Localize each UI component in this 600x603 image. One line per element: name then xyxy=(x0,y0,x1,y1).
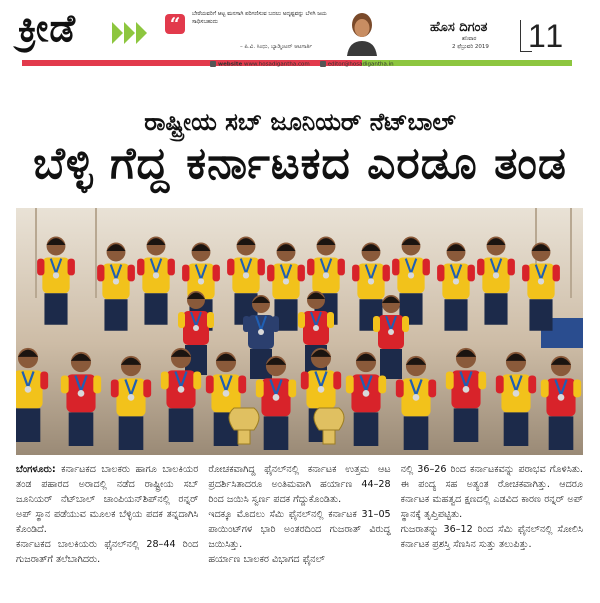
chevron-arrows-icon xyxy=(112,22,147,44)
paragraph: ನಲ್ಲಿ 36–26 ರಿಂದ ಕರ್ನಾಟಕವನ್ನು ಪರಾಭವ ಗೊಳಿಸಿತು. ಈ ಪಂದ್ಯ ಸಹ ಅತ್ಯಂತ ರೋಚಕವಾಗಿತ್ತು. ಆದರೂ ಕರ್ನಾಟಕ ಮಹತ್ವದ ಕ್ಷಣದಲ್ಲಿ ಎಡವಿದ ಕಾರಣ ರನ್ನರ್ ಅಪ್ ಸ್ಥಾನಕ್ಕೆ ತೃಪ್ತಿಪಟ್ಟಿತು. xyxy=(400,464,583,520)
quote-author: – ಪಿ.ವಿ. ಸಿಂಧು, ಬ್ಯಾಡ್ಮಿಂಟನ್ ಆಟಗಾರ್ತಿ xyxy=(240,44,313,50)
quote-icon: “ xyxy=(165,14,185,34)
article-kicker: ರಾಷ್ಟ್ರೀಯ ಸಬ್ ಜೂನಿಯರ್ ನೆಟ್‌ಬಾಲ್ xyxy=(144,108,456,136)
paragraph: ರೋಚಕವಾಗಿದ್ದ ಫೈನಲ್‌ನಲ್ಲಿ ಕರ್ನಾಟಕ ಉತ್ತಮ ಆಟ ಪ್ರದರ್ಶಿಸಿತಾದರೂ ಅಂತಿಮವಾಗಿ ಹರ್ಯಾಣ 44–28 ರಿಂದ ಜಯಿಸಿ ಸ್ವರ್ಣ ಪದಕ ಗೆದ್ದುಕೊಂಡಿತು. xyxy=(208,464,391,505)
email-link[interactable]: editor@hosadigantha.in xyxy=(320,61,394,68)
globe-icon xyxy=(210,61,216,67)
paragraph: ಇದಕ್ಕೂ ಮೊದಲು ಸೆಮಿ ಫೈನಲ್‌ನಲ್ಲಿ ಕರ್ನಾಟಕ 31–05 ಪಾಯಿಂಟ್‌ಗಳ ಭಾರಿ ಅಂತರದಿಂದ ಗುಜರಾತ್ ವಿರುದ್ಧ ಜಯಿಸಿತ್ತು. xyxy=(208,509,391,550)
article-column-3 xyxy=(401,462,583,600)
paragraph: ಹರ್ಯಾಣ ಬಾಲಕರ ವಿಭಾಗದ ಫೈನಲ್ xyxy=(208,554,325,565)
issue-date: 2 ಫೆಬ್ರುವರಿ 2019 xyxy=(452,44,489,50)
section-title: ಕ್ರೀಡೆ xyxy=(18,6,77,50)
website-link[interactable]: website www.hosadigantha.com xyxy=(210,61,310,68)
dateline: ಬೆಂಗಳೂರು: xyxy=(16,464,56,475)
quote-author-portrait xyxy=(343,8,381,56)
newspaper-name: ಹೊಸ ದಿಗಂತ xyxy=(430,20,488,35)
article-body xyxy=(16,462,583,600)
paragraph: ಕರ್ನಾಟಕದ ಬಾಲಕಿಯರು ಫೈನಲ್‌ನಲ್ಲಿ 28–44 ರಿಂದ ಗುಜರಾತ್‌ಗೆ ತಲೆಬಾಗಿದರು. xyxy=(16,539,199,565)
contact-row xyxy=(210,61,394,68)
team-photo-illustration xyxy=(16,208,583,455)
masthead xyxy=(0,0,600,72)
team-photo xyxy=(16,208,583,455)
mail-icon xyxy=(320,61,326,67)
page-number: 11 xyxy=(528,18,566,54)
quote-text: ಬೇರೆಯವರಿಗೆ ಆಟ್ಟ ಮನಗಾಗಿ ಪರಿಗಣಿಸುವ ಬದಲು ಅದೃಷ್ಟವನ್ನು ಬೆಳಗಿ ಜಯ ಸಾಧಿಸಬಹುದು xyxy=(192,11,327,25)
article-column-2 xyxy=(208,462,390,600)
article-headline: ಬೆಳ್ಳಿ ಗೆದ್ದ ಕರ್ನಾಟಕದ ಎರಡೂ ತಂಡ xyxy=(33,138,567,189)
article-column-1: ಬೆಂಗಳೂರು: ಕರ್ನಾಟಕದ ಬಾಲಕರು ಹಾಗೂ ಬಾಲಕಿಯರ ತಂಡ ಪಹಾರದ ಅರಾದಲ್ಲಿ ನಡೆದ ರಾಷ್ಟ್ರೀಯ ಸಬ್ ಜೂನಿಯರ್ ನೆಟ್‌ಬಾಲ್ ಚಾಂಪಿಯನ್‌ಶಿಪ್‌ನಲ್ಲಿ ರನ್ನರ್ ಅಪ್ ಸ್ಥಾನ ಪಡೆಯುವ ಮೂಲಕ ಬೆಳ್ಳಿಯ ಪದಕ ತನ್ನದಾಗಿಸಿ ಕೊಂಡಿದೆ. ಕರ್ನಾಟಕದ ಬಾಲಕಿಯರು ಫೈನಲ್‌ನಲ್ಲಿ 28–44 ರಿಂದ ಗುಜರಾತ್‌ಗೆ ತಲೆಬಾಗಿದರು. xyxy=(16,464,199,565)
paragraph: ಗುಜರಾತನ್ನು 36–12 ರಿಂದ ಸೆಮಿ ಫೈನಲ್‌ನಲ್ಲಿ ಸೋಲಿಸಿ ಕರ್ನಾಟಕ ಪ್ರಶಸ್ತಿ ಸೆಣಸಿನ ಸುತ್ತು ತಲುಪಿತ್ತು. xyxy=(400,524,583,550)
issue-day: ಶನಿವಾರ xyxy=(462,36,477,42)
